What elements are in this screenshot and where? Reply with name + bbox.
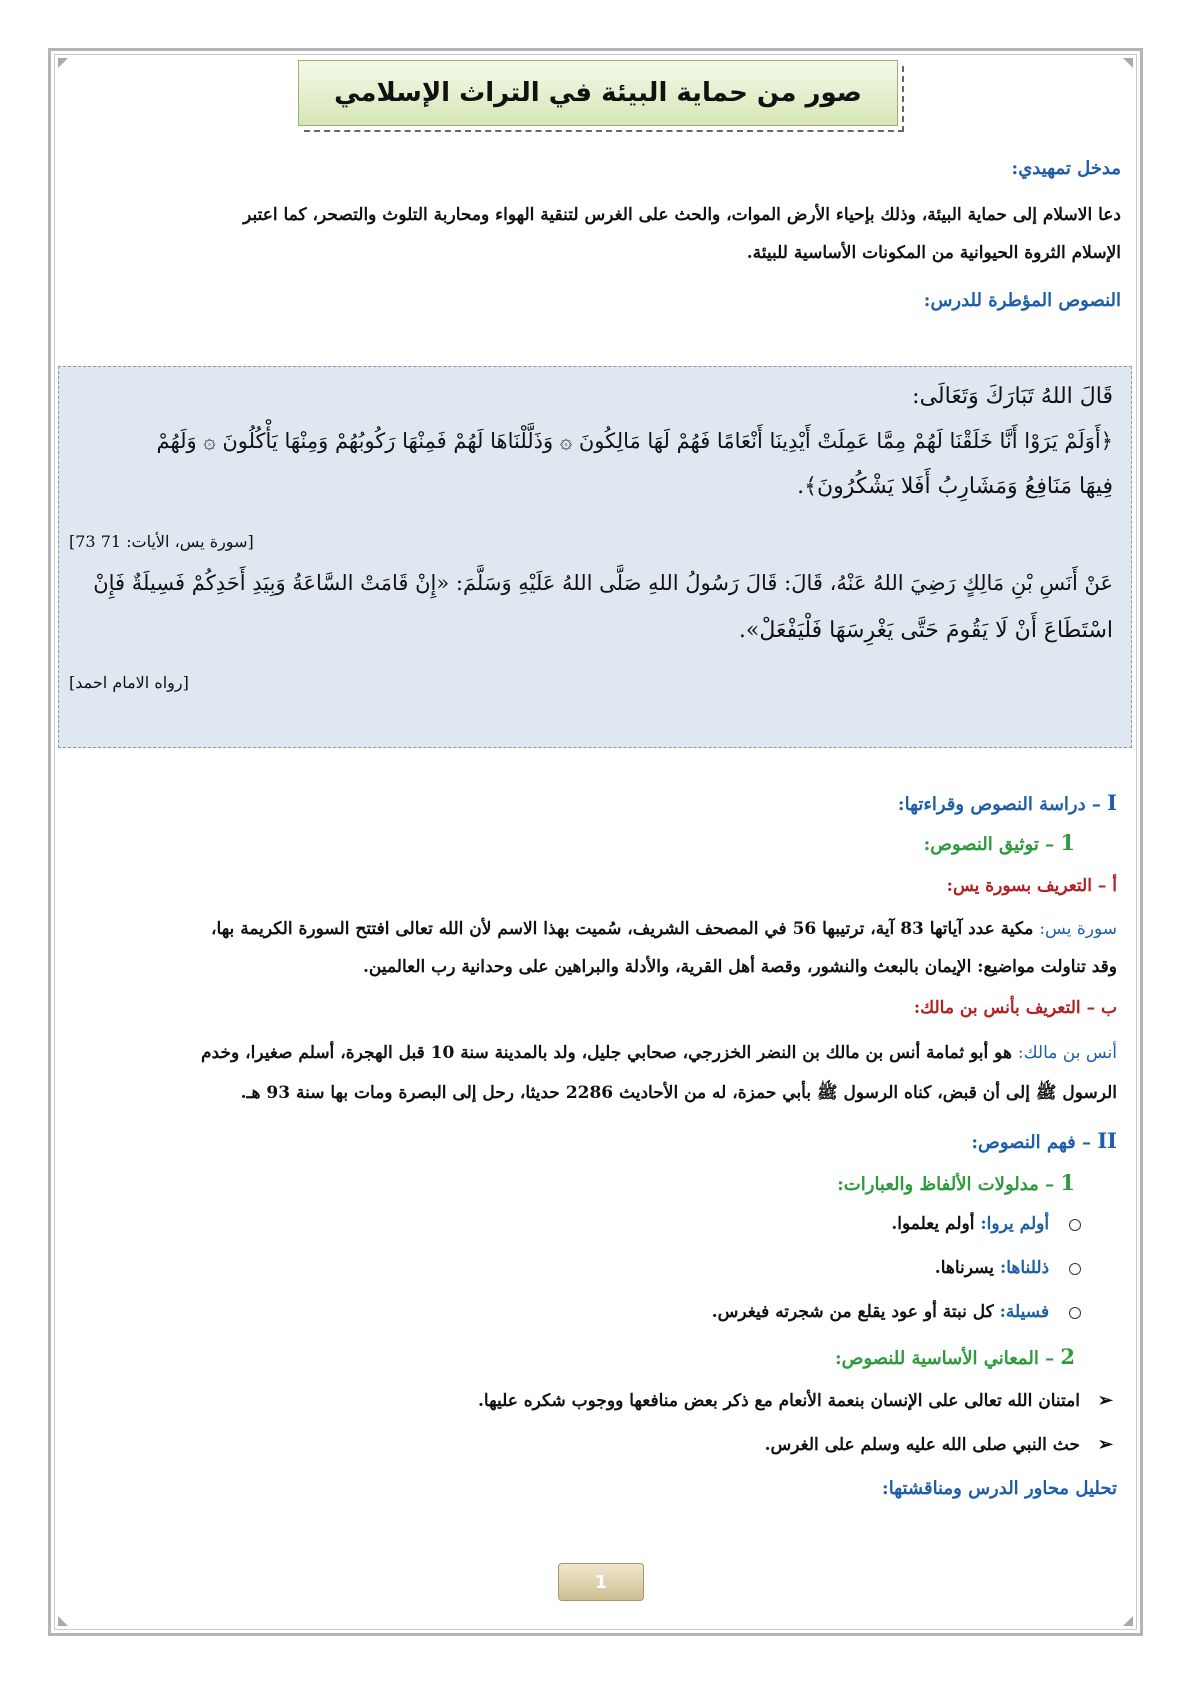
hadith-line-1: عَنْ أَنَسِ بْنِ مَالِكٍ رَضِيَ اللهُ عَنْهُ، قَالَ: قَالَ رَسُولُ اللهِ صَلَّى اللهُ عَلَيْهِ وَسَلَّمَ: «إِنْ قَامَتْ السَّاعَةُ وَبِيَدِ أَحَدِكُمْ فَسِيلَةٌ فَإِنْ bbox=[93, 571, 1113, 595]
section-2-title: – فهم النصوص: bbox=[971, 1132, 1092, 1153]
corner-ornament bbox=[1123, 58, 1133, 68]
subsection-number: 1 bbox=[1060, 830, 1075, 855]
arrow-bullet-icon: ➢ bbox=[1097, 1390, 1113, 1411]
meaning-item bbox=[73, 1434, 1113, 1455]
verse-reference: [سورة يس، الأيات: 71 73] bbox=[69, 532, 254, 551]
section-1-heading bbox=[77, 790, 1117, 815]
vocab-item bbox=[81, 1258, 1081, 1278]
analysis-heading: تحليل محاور الدرس ومناقشتها: bbox=[882, 1478, 1117, 1499]
texts-heading: النصوص المؤطرة للدرس: bbox=[923, 290, 1121, 311]
surah-label: سورة يس: bbox=[1039, 919, 1117, 939]
subsection-title: – مدلولات الألفاظ والعبارات: bbox=[837, 1174, 1055, 1195]
intro-line-2: الإسلام الثروة الحيوانية من المكونات الأساسية للبيئة. bbox=[746, 243, 1121, 263]
subsection-number: 1 bbox=[1060, 1170, 1075, 1195]
verse-opening: قَالَ اللهُ تَبَارَكَ وَتَعَالَى: bbox=[912, 384, 1113, 409]
subsection-number: 2 bbox=[1060, 1344, 1075, 1369]
surah-line-1 bbox=[67, 912, 1117, 946]
anas-line-2: الرسول ﷺ إلى أن قبض، كناه الرسول ﷺ بأبي حمزة، له من الأحاديث 2286 حديثا، رحل إلى البصرة ومات بها سنة 93 هـ. bbox=[240, 1083, 1117, 1103]
meaning-item bbox=[73, 1390, 1113, 1411]
page-title: صور من حماية البيئة في التراث الإسلامي bbox=[334, 78, 862, 108]
vocab-term: ذللناها: bbox=[999, 1258, 1050, 1278]
subsection-title: – توثيق النصوص: bbox=[923, 834, 1055, 855]
surah-text-1: مكية عدد آياتها 83 آية، ترتيبها 56 في المصحف الشريف، سُميت بهذا الاسم لأن الله تعالى افتتح السورة الكريمة بها، bbox=[211, 919, 1034, 939]
vocab-term: أولم يروا: bbox=[980, 1214, 1050, 1234]
subsection-1-1-heading bbox=[75, 830, 1075, 855]
section-1-title: – دراسة النصوص وقراءتها: bbox=[897, 794, 1101, 815]
corner-ornament bbox=[58, 58, 68, 68]
anas-label: أنس بن مالك: bbox=[1017, 1043, 1117, 1063]
meaning-text: امتنان الله تعالى على الإنسان بنعمة الأنعام مع ذكر بعض منافعها ووجوب شكره عليها. bbox=[478, 1391, 1080, 1411]
framed-texts-box bbox=[58, 366, 1132, 748]
title-box bbox=[298, 60, 898, 126]
vocab-meaning: أولم يعلموا. bbox=[891, 1214, 975, 1234]
vocab-meaning: يسرناها. bbox=[934, 1258, 995, 1278]
verse-line-2: فِيهَا مَنَافِعُ وَمَشَارِبُ أَفَلا يَشْكُرُونَ﴾. bbox=[797, 474, 1113, 499]
corner-ornament bbox=[1123, 1616, 1133, 1626]
meaning-text: حث النبي صلى الله عليه وسلم على الغرس. bbox=[764, 1435, 1080, 1455]
circle-bullet-icon bbox=[1069, 1219, 1081, 1231]
intro-line-1: دعا الاسلام إلى حماية البيئة، وذلك بإحياء الأرض الموات، والحث على الغرس لتنقية الهواء ومحاربة التلوث والتصحر، كما اعتبر bbox=[243, 205, 1121, 225]
circle-bullet-icon bbox=[1069, 1307, 1081, 1319]
section-2-heading bbox=[77, 1128, 1117, 1153]
anas-line-1 bbox=[67, 1036, 1117, 1070]
circle-bullet-icon bbox=[1069, 1263, 1081, 1275]
vocab-term: فسيلة: bbox=[999, 1302, 1050, 1322]
vocab-meaning: كل نبتة أو عود يقلع من شجرته فيغرس. bbox=[711, 1302, 994, 1322]
verse-line-1: ﴿أَوَلَمْ يَرَوْا أَنَّا خَلَقْنَا لَهُمْ مِمَّا عَمِلَتْ أَيْدِينَا أَنْعَامًا فَهُمْ لَهَا مَالِكُونَ ۞ وَذَلَّلْنَاهَا لَهُمْ فَمِنْهَا رَكُوبُهُمْ وَمِنْهَا يَأْكُلُونَ ۞ وَلَهُمْ bbox=[156, 429, 1113, 453]
section-2-number: II bbox=[1097, 1128, 1117, 1153]
vocab-item bbox=[81, 1214, 1081, 1234]
arrow-bullet-icon: ➢ bbox=[1097, 1434, 1113, 1455]
intro-heading: مدخل تمهيدي: bbox=[1011, 158, 1121, 179]
surah-line-2: وقد تناولت مواضيع: الإيمان بالبعث والنشور، وقصة أهل القرية، والأدلة والبراهين على وحدانية رب العالمين. bbox=[362, 957, 1117, 977]
anas-text-1: هو أبو ثمامة أنس بن مالك بن النضر الخزرجي، صحابي جليل، ولد بالمدينة سنة 10 قبل الهجرة، أسلم صغيرا، وخدم bbox=[201, 1043, 1012, 1063]
hadith-line-2: اسْتَطَاعَ أَنْ لَا يَقُومَ حَتَّى يَغْرِسَهَا فَلْيَفْعَلْ». bbox=[738, 618, 1113, 643]
vocab-item bbox=[81, 1302, 1081, 1322]
hadith-reference: [رواه الامام احمد] bbox=[69, 673, 189, 692]
subsection-title: – المعاني الأساسية للنصوص: bbox=[835, 1348, 1055, 1369]
page-number-badge: 1 bbox=[558, 1563, 644, 1601]
subsection-2-2-heading bbox=[75, 1344, 1075, 1369]
subsection-2-1-heading bbox=[75, 1170, 1075, 1195]
section-1-number: I bbox=[1107, 790, 1117, 815]
surah-heading: أ – التعريف بسورة يس: bbox=[946, 876, 1117, 896]
title-banner bbox=[298, 60, 898, 126]
anas-heading: ب – التعريف بأنس بن مالك: bbox=[913, 998, 1117, 1018]
corner-ornament bbox=[58, 1616, 68, 1626]
